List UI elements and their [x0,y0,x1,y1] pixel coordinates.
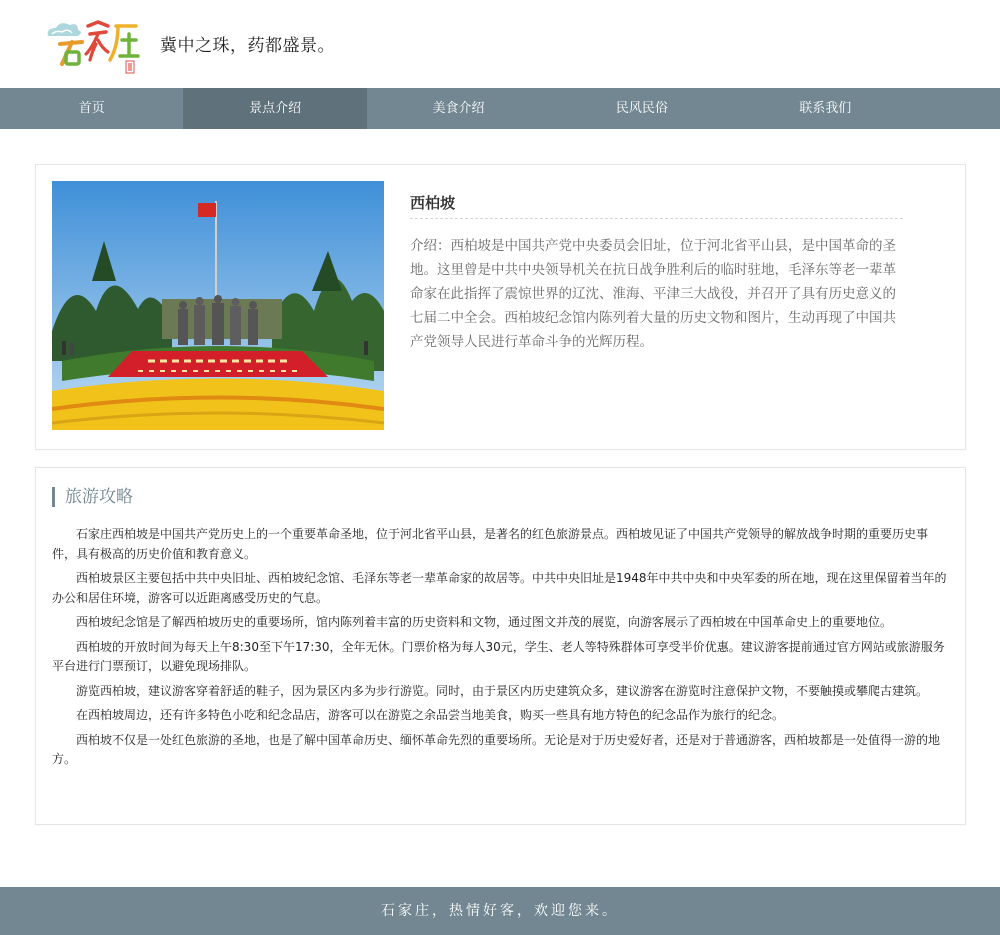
site-footer: 石家庄，热情好客，欢迎您来。 [0,887,1000,935]
site-slogan: 冀中之珠，药都盛景。 [160,36,335,56]
nav-item-customs[interactable]: 民风民俗 [615,101,668,116]
guide-paragraph: 西柏坡的开放时间为每天上午8:30至下午17:30，全年无休。门票价格为每人30元，学生、老人等特殊群体可享受半价优惠。建议游客提前通过官方网站或旅游服务平台进行门票预订，以避免现场排队。 [52,639,945,673]
attraction-photo [52,181,384,430]
nav-item-contact[interactable]: 联系我们 [799,101,852,116]
main-nav [0,88,1000,129]
title-divider [410,218,903,219]
site-logo[interactable] [42,14,142,76]
attraction-intro: 介绍：西柏坡是中国共产党中央委员会旧址，位于河北省平山县，是中国革命的圣地。这里曾是中共中央领导机关在抗日战争胜利后的临时驻地，毛泽东等老一辈革命家在此指挥了震惊世界的辽沈、淮海、平津三大战役，并召开了具有历史意义的七届二中全会。西柏坡纪念馆内陈列着大量的历史文物和图片，生动再现了中国共产党领导人民进行革命斗争的光辉历程。 [410,238,896,350]
attraction-title: 西柏坡 [410,194,456,212]
guide-paragraph: 西柏坡景区主要包括中共中央旧址、西柏坡纪念馆、毛泽东等老一辈革命家的故居等。中共中央旧址是1948年中共中央和中央军委的所在地，现在这里保留着当年的办公和居住环境，游客可以近距离感受历史的气息。 [52,571,947,605]
guide-paragraph: 石家庄西柏坡是中国共产党历史上的一个重要革命圣地，位于河北省平山县，是著名的红色旅游景点。西柏坡见证了中国共产党领导的解放战争时期的重要历史事件，具有极高的历史价值和教育意义。 [52,527,929,561]
guide-paragraph: 游览西柏坡，建议游客穿着舒适的鞋子，因为景区内多为步行游览。同时，由于景区内历史建筑众多，建议游客在游览时注意保护文物，不要触摸或攀爬古建筑。 [76,683,929,698]
guide-paragraph: 西柏坡纪念馆是了解西柏坡历史的重要场所，馆内陈列着丰富的历史资料和文物，通过图文并茂的展览，向游客展示了西柏坡在中国革命史上的重要地位。 [76,615,893,629]
guide-paragraph: 在西柏坡周边，还有许多特色小吃和纪念品店，游客可以在游览之余品尝当地美食，购买一些具有地方特色的纪念品作为旅行的纪念。 [76,708,785,722]
site-header [0,0,1000,88]
attraction-card [35,164,966,450]
guide-article [52,525,947,775]
nav-item-home[interactable]: 首页 [78,101,105,116]
travel-guide-card [35,467,966,825]
guide-section-title: 旅游攻略 [52,487,133,507]
nav-item-attractions[interactable]: 景点介绍 [183,88,366,129]
guide-paragraph: 西柏坡不仅是一处红色旅游的圣地，也是了解中国革命历史、缅怀革命先烈的重要场所。无论是对于历史爱好者，还是对于普通游客，西柏坡都是一处值得一游的地方。 [52,732,941,766]
nav-item-food[interactable]: 美食介绍 [432,101,485,116]
